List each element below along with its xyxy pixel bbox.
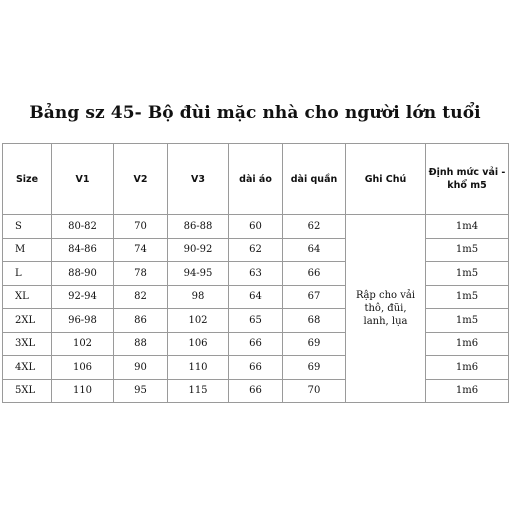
cell-ghi-chu: Rập cho vải thô, đũi, lanh, lụa <box>346 215 426 403</box>
cell-v1: 92-94 <box>52 285 114 309</box>
header-v2: V2 <box>114 144 168 215</box>
cell-v2: 78 <box>114 262 168 286</box>
cell-dai-ao: 63 <box>229 262 283 286</box>
cell-v2: 95 <box>114 379 168 403</box>
cell-v1: 106 <box>52 356 114 380</box>
cell-dinh-muc: 1m6 <box>426 332 509 356</box>
cell-dai-ao: 60 <box>229 215 283 239</box>
cell-dinh-muc: 1m5 <box>426 309 509 333</box>
cell-v2: 88 <box>114 332 168 356</box>
cell-v1: 102 <box>52 332 114 356</box>
cell-dai-ao: 66 <box>229 332 283 356</box>
cell-v3: 102 <box>168 309 229 333</box>
cell-size: M <box>3 238 52 262</box>
table-row <box>3 309 509 333</box>
cell-dai-quan: 69 <box>283 332 346 356</box>
header-dai-quan: dài quần <box>283 144 346 215</box>
cell-v2: 86 <box>114 309 168 333</box>
cell-v2: 70 <box>114 215 168 239</box>
header-v1: V1 <box>52 144 114 215</box>
cell-v3: 110 <box>168 356 229 380</box>
table-row <box>3 215 509 239</box>
cell-v3: 94-95 <box>168 262 229 286</box>
cell-v3: 86-88 <box>168 215 229 239</box>
cell-dai-quan: 66 <box>283 262 346 286</box>
cell-dinh-muc: 1m5 <box>426 262 509 286</box>
table-row <box>3 379 509 403</box>
cell-v1: 88-90 <box>52 262 114 286</box>
cell-size: 2XL <box>3 309 52 333</box>
cell-dai-ao: 66 <box>229 379 283 403</box>
header-row <box>3 144 509 215</box>
header-dai-ao: dài áo <box>229 144 283 215</box>
header-v3: V3 <box>168 144 229 215</box>
table-row <box>3 285 509 309</box>
cell-v2: 82 <box>114 285 168 309</box>
cell-dai-ao: 64 <box>229 285 283 309</box>
cell-dinh-muc: 1m5 <box>426 285 509 309</box>
cell-size: 5XL <box>3 379 52 403</box>
cell-size: S <box>3 215 52 239</box>
cell-size: L <box>3 262 52 286</box>
cell-v3: 90-92 <box>168 238 229 262</box>
cell-v2: 74 <box>114 238 168 262</box>
table-row <box>3 262 509 286</box>
cell-size: XL <box>3 285 52 309</box>
table-row <box>3 238 509 262</box>
cell-size: 3XL <box>3 332 52 356</box>
header-dinh-muc-label: Định mức vải - khổ m5 <box>428 167 506 191</box>
cell-dai-ao: 62 <box>229 238 283 262</box>
cell-dai-ao: 65 <box>229 309 283 333</box>
cell-dinh-muc: 1m4 <box>426 215 509 239</box>
cell-dinh-muc: 1m5 <box>426 238 509 262</box>
cell-v1: 110 <box>52 379 114 403</box>
cell-v3: 115 <box>168 379 229 403</box>
cell-dinh-muc: 1m6 <box>426 356 509 380</box>
table-row <box>3 356 509 380</box>
size-chart-table <box>2 143 509 403</box>
table-row <box>3 332 509 356</box>
cell-dai-quan: 68 <box>283 309 346 333</box>
cell-dai-quan: 70 <box>283 379 346 403</box>
cell-size: 4XL <box>3 356 52 380</box>
cell-v3: 98 <box>168 285 229 309</box>
header-size: Size <box>3 144 52 215</box>
cell-dai-quan: 69 <box>283 356 346 380</box>
cell-dinh-muc: 1m6 <box>426 379 509 403</box>
header-dinh-muc <box>426 144 509 215</box>
table-body <box>3 215 509 403</box>
cell-dai-quan: 67 <box>283 285 346 309</box>
cell-v1: 80-82 <box>52 215 114 239</box>
header-ghi-chu: Ghi Chú <box>346 144 426 215</box>
cell-dai-quan: 62 <box>283 215 346 239</box>
cell-dai-quan: 64 <box>283 238 346 262</box>
page-title: Bảng sz 45- Bộ đùi mặc nhà cho người lớn tuổi <box>29 103 481 123</box>
cell-dai-ao: 66 <box>229 356 283 380</box>
cell-v3: 106 <box>168 332 229 356</box>
cell-v1: 84-86 <box>52 238 114 262</box>
cell-v1: 96-98 <box>52 309 114 333</box>
cell-v2: 90 <box>114 356 168 380</box>
